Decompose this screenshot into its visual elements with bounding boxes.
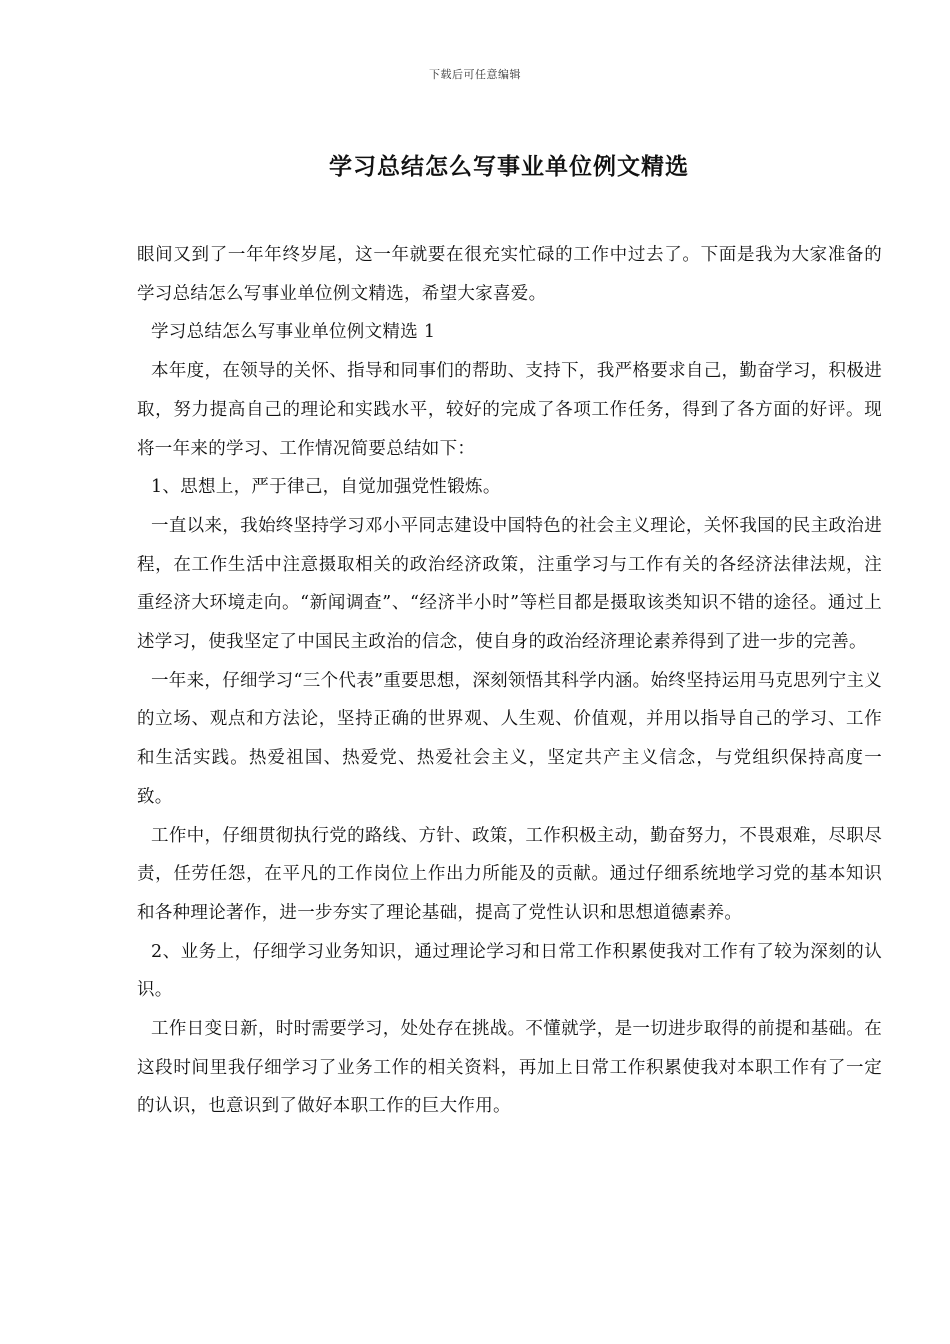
section-heading: 学习总结怎么写事业单位例文精选 1 xyxy=(151,322,436,343)
paragraph: 一年来，仔细学习“三个代表”重要思想，深刻领悟其科学内涵。始终坚持运用马克思列宁主义的立场、观点和方法论，坚持正确的世界观、人生观、价值观，并用以指导自己的学习、工作和生活实践。热爱祖国、热爱党、热爱社会主义，坚定共产主义信念，与党组织保持高度一致。 xyxy=(137,670,882,807)
header-note: 下载后可任意编辑 xyxy=(429,68,521,81)
paragraph: 本年度，在领导的关怀、指导和同事们的帮助、支持下，我严格要求自己，勤奋学习，积极进取，努力提高自己的理论和实践水平，较好的完成了各项工作任务，得到了各方面的好评。现将一年来的学习、工作情况简要总结如下： xyxy=(137,361,882,459)
document-body xyxy=(137,236,882,1126)
paragraph: 工作中，仔细贯彻执行党的路线、方针、政策，工作积极主动，勤奋努力，不畏艰难，尽职尽责，任劳任怨，在平凡的工作岗位上作出力所能及的贡献。通过仔细系统地学习党的基本知识和各种理论著作，进一步夯实了理论基础，提高了党性认识和思想道德素养。 xyxy=(137,825,882,923)
paragraph-intro: 眼间又到了一年年终岁尾，这一年就要在很充实忙碌的工作中过去了。下面是我为大家准备的学习总结怎么写事业单位例文精选，希望大家喜爱。 xyxy=(137,245,882,304)
subheading: 1、思想上，严于律己，自觉加强党性锻炼。 xyxy=(151,477,501,498)
paragraph: 工作日变日新，时时需要学习，处处存在挑战。不懂就学，是一切进步取得的前提和基础。在这段时间里我仔细学习了业务工作的相关资料，再加上日常工作积累使我对本职工作有了一定的认识，也意识到了做好本职工作的巨大作用。 xyxy=(137,1019,882,1117)
page-title: 学习总结怎么写事业单位例文精选 xyxy=(329,154,689,180)
subheading: 2、业务上，仔细学习业务知识，通过理论学习和日常工作积累使我对工作有了较为深刻的认识。 xyxy=(137,941,882,1001)
paragraph: 一直以来，我始终坚持学习邓小平同志建设中国特色的社会主义理论，关怀我国的民主政治进程，在工作生活中注意摄取相关的政治经济政策，注重学习与工作有关的各经济法律法规，注重经济大环境走向。“新闻调查”、“经济半小时”等栏目都是摄取该类知识不错的途径。通过上述学习，使我坚定了中国民主政治的信念，使自身的政治经济理论素养得到了进一步的完善。 xyxy=(137,515,882,653)
